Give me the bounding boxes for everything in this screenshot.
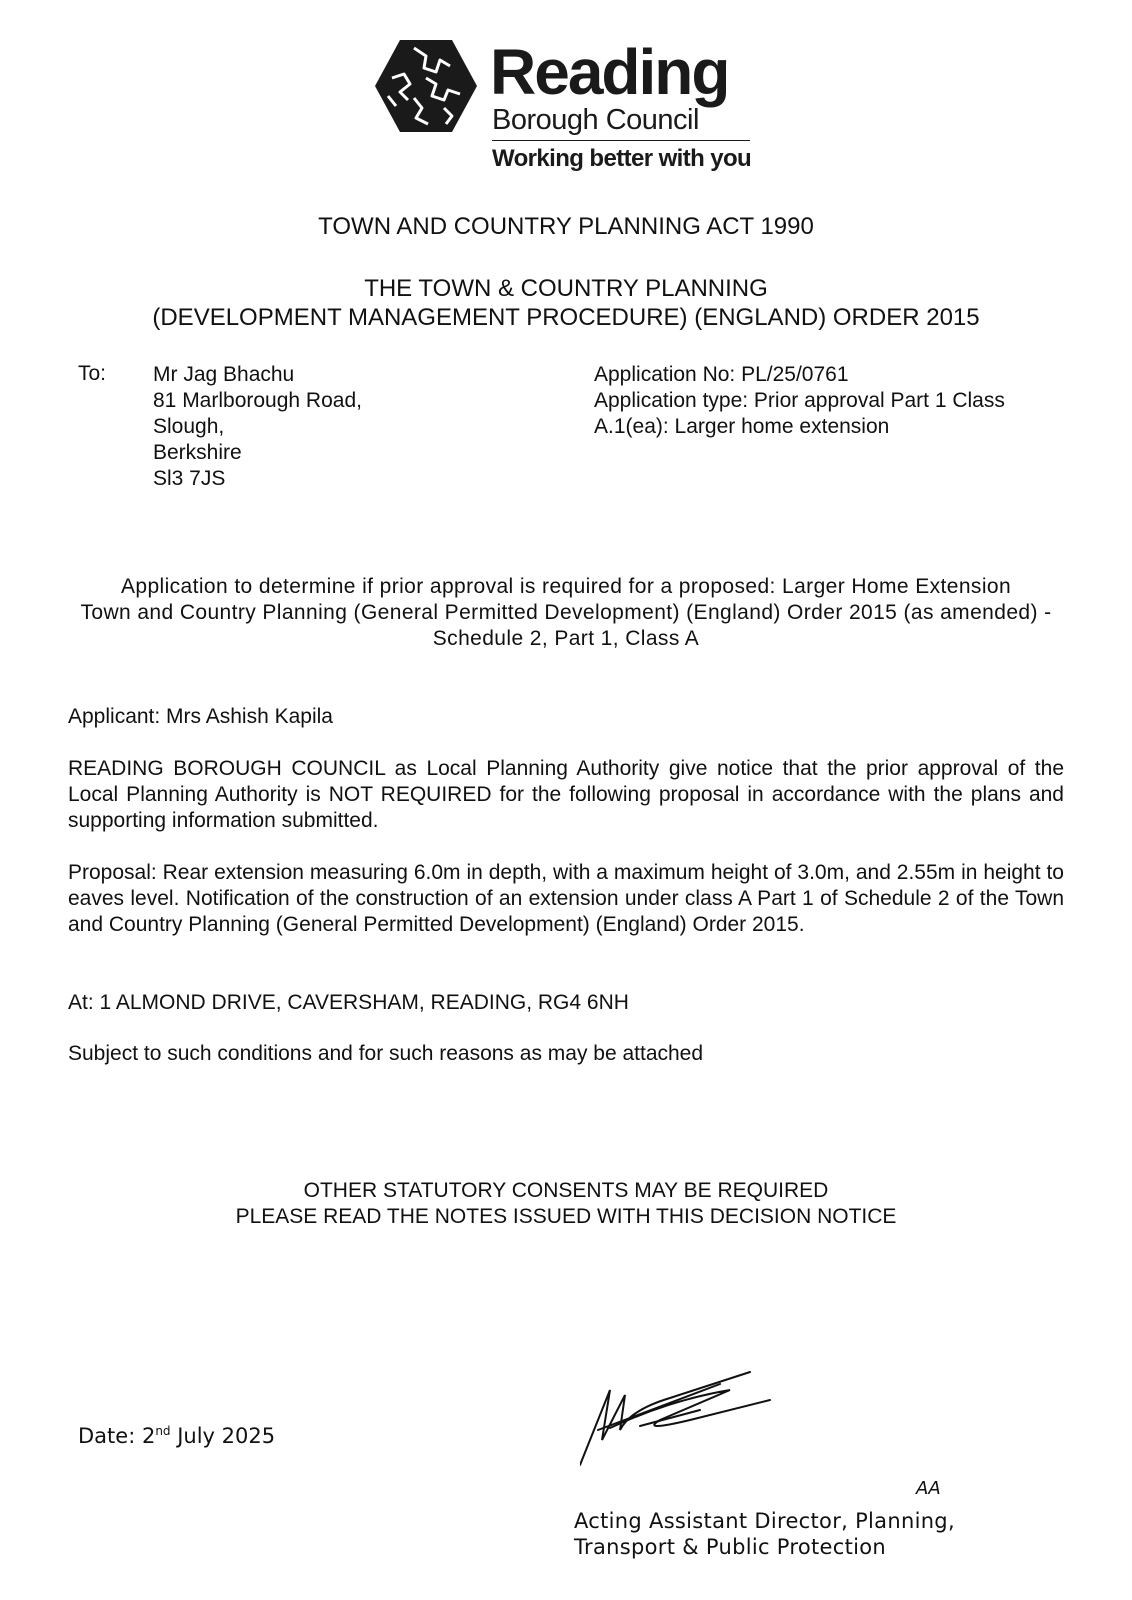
address-line: Berkshire [153, 441, 242, 464]
order-title-line1: THE TOWN & COUNTRY PLANNING [364, 275, 768, 302]
logo-tagline: Working better with you [492, 145, 752, 172]
signature-image [580, 1370, 780, 1470]
decision-date [78, 1424, 275, 1448]
notice-paragraph: READING BOROUGH COUNCIL as Local Planning Authority give notice that the prior approval of the Local Planning Authority is NOT REQUIRED for the following proposal in accordance with the plans and supporting information submitted. [68, 757, 1064, 832]
date-suffix: July 2025 [170, 1424, 276, 1448]
address-line: Mr Jag Bhachu [153, 363, 295, 386]
recipient-address [153, 362, 362, 492]
signatory-role [574, 1508, 955, 1560]
logo-divider [492, 140, 750, 141]
council-logo [374, 30, 764, 175]
intro-line1: Application to determine if prior approval is required for a proposed: Larger Home Extension [120, 575, 1012, 598]
statutory-consents-notice [0, 1178, 1132, 1230]
logo-wordmark: Reading [490, 36, 729, 108]
site-address: At: 1 ALMOND DRIVE, CAVERSHAM, READING, RG4 6NH [68, 991, 629, 1014]
recipient-label: To: [78, 362, 107, 385]
order-title-line2: (DEVELOPMENT MANAGEMENT PROCEDURE) (ENGLAND) ORDER 2015 [152, 304, 980, 331]
application-number: Application No: PL/25/0761 [594, 363, 849, 386]
consents-line1: OTHER STATUTORY CONSENTS MAY BE REQUIRED [303, 1179, 829, 1202]
puzzle-logo-icon [374, 38, 478, 134]
role-line2: Transport & Public Protection [574, 1535, 887, 1559]
date-prefix: Date: 2 [78, 1424, 156, 1448]
proposal-paragraph: Proposal: Rear extension measuring 6.0m in depth, with a maximum height of 3.0m, and 2.55m in height to eaves level. Notification of the construction of an extension under class A Part 1 of Schedule 2 of the Town and Country Planning (General Permitted Development) (England) Order 2015. [68, 861, 1064, 936]
role-line1: Acting Assistant Director, Planning, [574, 1509, 955, 1533]
logo-council-text: Borough Council [492, 104, 699, 136]
address-line: Sl3 7JS [153, 467, 226, 490]
signatory-initials: AA [916, 1478, 941, 1499]
consents-line2: PLEASE READ THE NOTES ISSUED WITH THIS DECISION NOTICE [235, 1205, 897, 1228]
applicant-text: Applicant: Mrs Ashish Kapila [68, 705, 333, 728]
address-line: 81 Marlborough Road, [153, 389, 362, 412]
date-ordinal: nd [155, 1424, 171, 1438]
application-intro [70, 574, 1062, 652]
address-line: Slough, [153, 415, 225, 438]
conditions-text: Subject to such conditions and for such reasons as may be attached [68, 1042, 704, 1065]
application-type: Application type: Prior approval Part 1 Class A.1(ea): Larger home extension [594, 389, 1005, 438]
application-details [594, 362, 1064, 440]
intro-line2: Town and Country Planning (General Permitted Development) (England) Order 2015 (as amended) - Schedule 2, Part 1, Class A [80, 601, 1052, 650]
act-title: TOWN AND COUNTRY PLANNING ACT 1990 [318, 213, 814, 240]
